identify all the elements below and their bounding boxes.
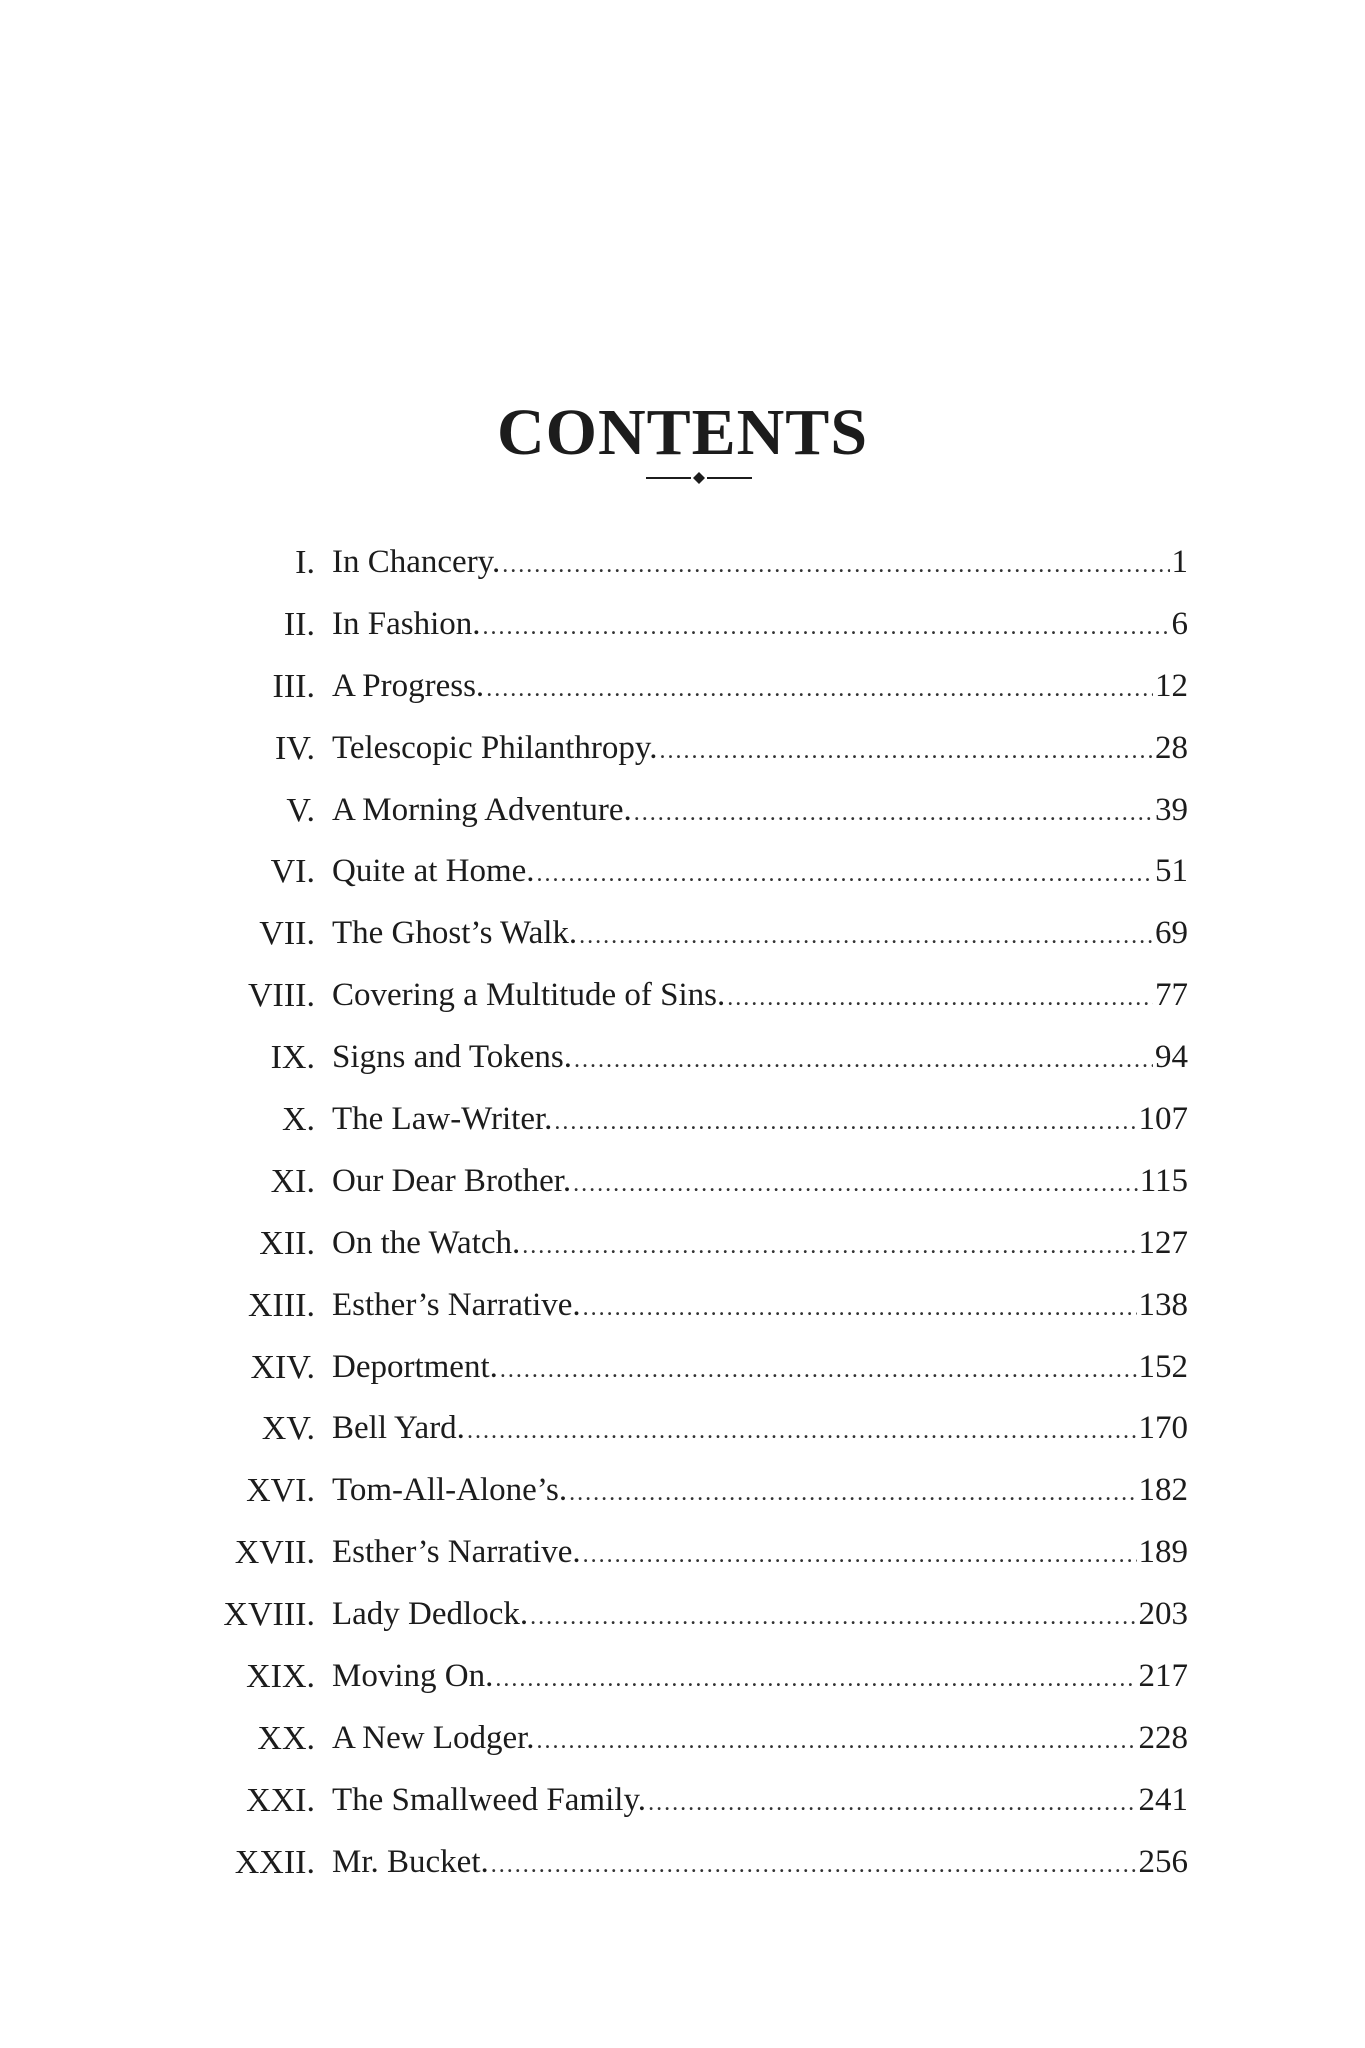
dot-leader [491,1835,1137,1897]
chapter-title: In Chancery. [332,544,501,580]
dot-leader [574,1030,1153,1092]
chapter-number: IX. [270,1039,315,1077]
dot-leader [727,968,1153,1030]
chapter-number: XXII. [234,1843,315,1881]
toc-row[interactable] [0,1460,1365,1522]
chapter-title: Moving On. [332,1658,494,1695]
chapter-title: The Smallweed Family. [332,1781,647,1818]
page-number: 182 [1138,1472,1188,1509]
page-title: CONTENTS [496,396,869,470]
chapter-number: XIII. [247,1286,315,1324]
chapter-title: In Fashion. [332,605,481,642]
chapter-number: XIV. [250,1348,315,1386]
chapter-title: A Morning Adventure. [332,791,632,828]
dot-leader [467,1401,1137,1463]
chapter-number: VI. [270,853,315,891]
chapter-title: Mr. Bucket. [332,1843,489,1880]
chapter-number: VII. [259,915,315,953]
toc-row[interactable] [0,1337,1365,1399]
chapter-title: Quite at Home. [332,853,535,890]
page-number: 51 [1155,853,1188,890]
dot-leader [502,535,1169,597]
page-number: 28 [1155,729,1188,766]
chapter-number: VIII. [247,977,315,1015]
toc-row[interactable] [0,1770,1365,1832]
dot-leader [522,1216,1136,1278]
chapter-title: On the Watch. [332,1224,521,1261]
page-number: 138 [1138,1286,1188,1323]
chapter-title: Esther’s Narrative. [332,1534,581,1571]
toc-row[interactable] [0,1027,1365,1089]
dot-leader [659,721,1153,783]
chapter-title: A New Lodger. [332,1719,535,1756]
table-of-contents [0,532,1365,1894]
chapter-number: XV. [261,1410,315,1448]
chapter-title: Covering a Multitude of Sins. [332,977,726,1014]
dot-leader [554,1092,1136,1154]
page-number: 170 [1138,1410,1188,1447]
chapter-title: Esther’s Narrative. [332,1286,581,1323]
dot-leader [530,1587,1136,1649]
chapter-number: XIX. [246,1658,315,1696]
dot-leader [537,844,1153,906]
dot-leader [569,1463,1136,1525]
toc-row[interactable] [0,1151,1365,1213]
chapter-number: I. [295,544,315,581]
page-number: 12 [1155,667,1188,704]
toc-row[interactable] [0,780,1365,842]
page-number: 217 [1138,1658,1188,1695]
page-number: 39 [1155,791,1188,828]
dot-leader [583,1278,1137,1340]
chapter-title: Tom-All-Alone’s. [332,1472,568,1509]
page-number: 189 [1138,1534,1188,1571]
chapter-number: III. [272,667,315,705]
chapter-title: The Law-Writer. [332,1101,553,1138]
chapter-number: XVI. [246,1472,315,1510]
chapter-title: Deportment. [332,1348,498,1385]
toc-row[interactable] [0,594,1365,656]
chapter-number: XII. [259,1224,315,1262]
dot-leader [573,1154,1138,1216]
toc-row[interactable] [0,1584,1365,1646]
toc-row[interactable] [0,718,1365,780]
toc-row[interactable] [0,1089,1365,1151]
chapter-number: V. [286,791,315,829]
page-number: 1 [1171,544,1188,580]
toc-row[interactable] [0,1708,1365,1770]
page-number: 203 [1138,1596,1188,1633]
chapter-number: XX. [257,1719,315,1757]
page-number: 6 [1171,605,1188,642]
toc-row[interactable] [0,1275,1365,1337]
chapter-title: Signs and Tokens. [332,1039,573,1076]
chapter-number: XVIII. [223,1596,315,1634]
dot-leader [648,1773,1136,1835]
dot-leader [486,659,1153,721]
chapter-number: XXI. [246,1781,315,1819]
page-number: 256 [1138,1843,1188,1880]
page-number: 228 [1138,1719,1188,1756]
page-number: 115 [1139,1162,1188,1199]
chapter-title: A Progress. [332,667,485,704]
toc-row[interactable] [0,841,1365,903]
chapter-number: IV. [275,729,315,767]
toc-row[interactable] [0,1213,1365,1275]
chapter-number: II. [283,605,315,643]
page-number: 107 [1138,1101,1188,1138]
chapter-number: XI. [270,1162,315,1200]
dot-leader [500,1340,1137,1402]
toc-row[interactable] [0,656,1365,718]
dot-leader [537,1711,1137,1773]
page-number: 152 [1138,1348,1188,1385]
dot-leader [483,597,1170,659]
chapter-title: The Ghost’s Walk. [332,915,578,952]
toc-row[interactable] [0,965,1365,1027]
chapter-title: Telescopic Philanthropy. [332,729,658,766]
chapter-number: XVII. [234,1534,315,1572]
chapter-number: X. [281,1101,315,1139]
page-number: 127 [1138,1224,1188,1261]
page-number: 241 [1138,1781,1188,1818]
toc-row[interactable] [0,1832,1365,1894]
chapter-title: Lady Dedlock. [332,1596,529,1633]
page-number: 77 [1155,977,1188,1014]
toc-row[interactable] [0,532,1365,594]
toc-row[interactable] [0,1646,1365,1708]
chapter-title: Bell Yard. [332,1410,465,1447]
page-number: 94 [1155,1039,1188,1076]
ornament-divider [646,470,752,486]
toc-row[interactable] [0,1522,1365,1584]
page-number: 69 [1155,915,1188,952]
dot-leader [495,1649,1136,1711]
dot-leader [583,1525,1137,1587]
dot-leader [579,906,1153,968]
toc-row[interactable] [0,1398,1365,1460]
dot-leader [634,783,1153,845]
chapter-title: Our Dear Brother. [332,1162,572,1199]
toc-row[interactable] [0,903,1365,965]
